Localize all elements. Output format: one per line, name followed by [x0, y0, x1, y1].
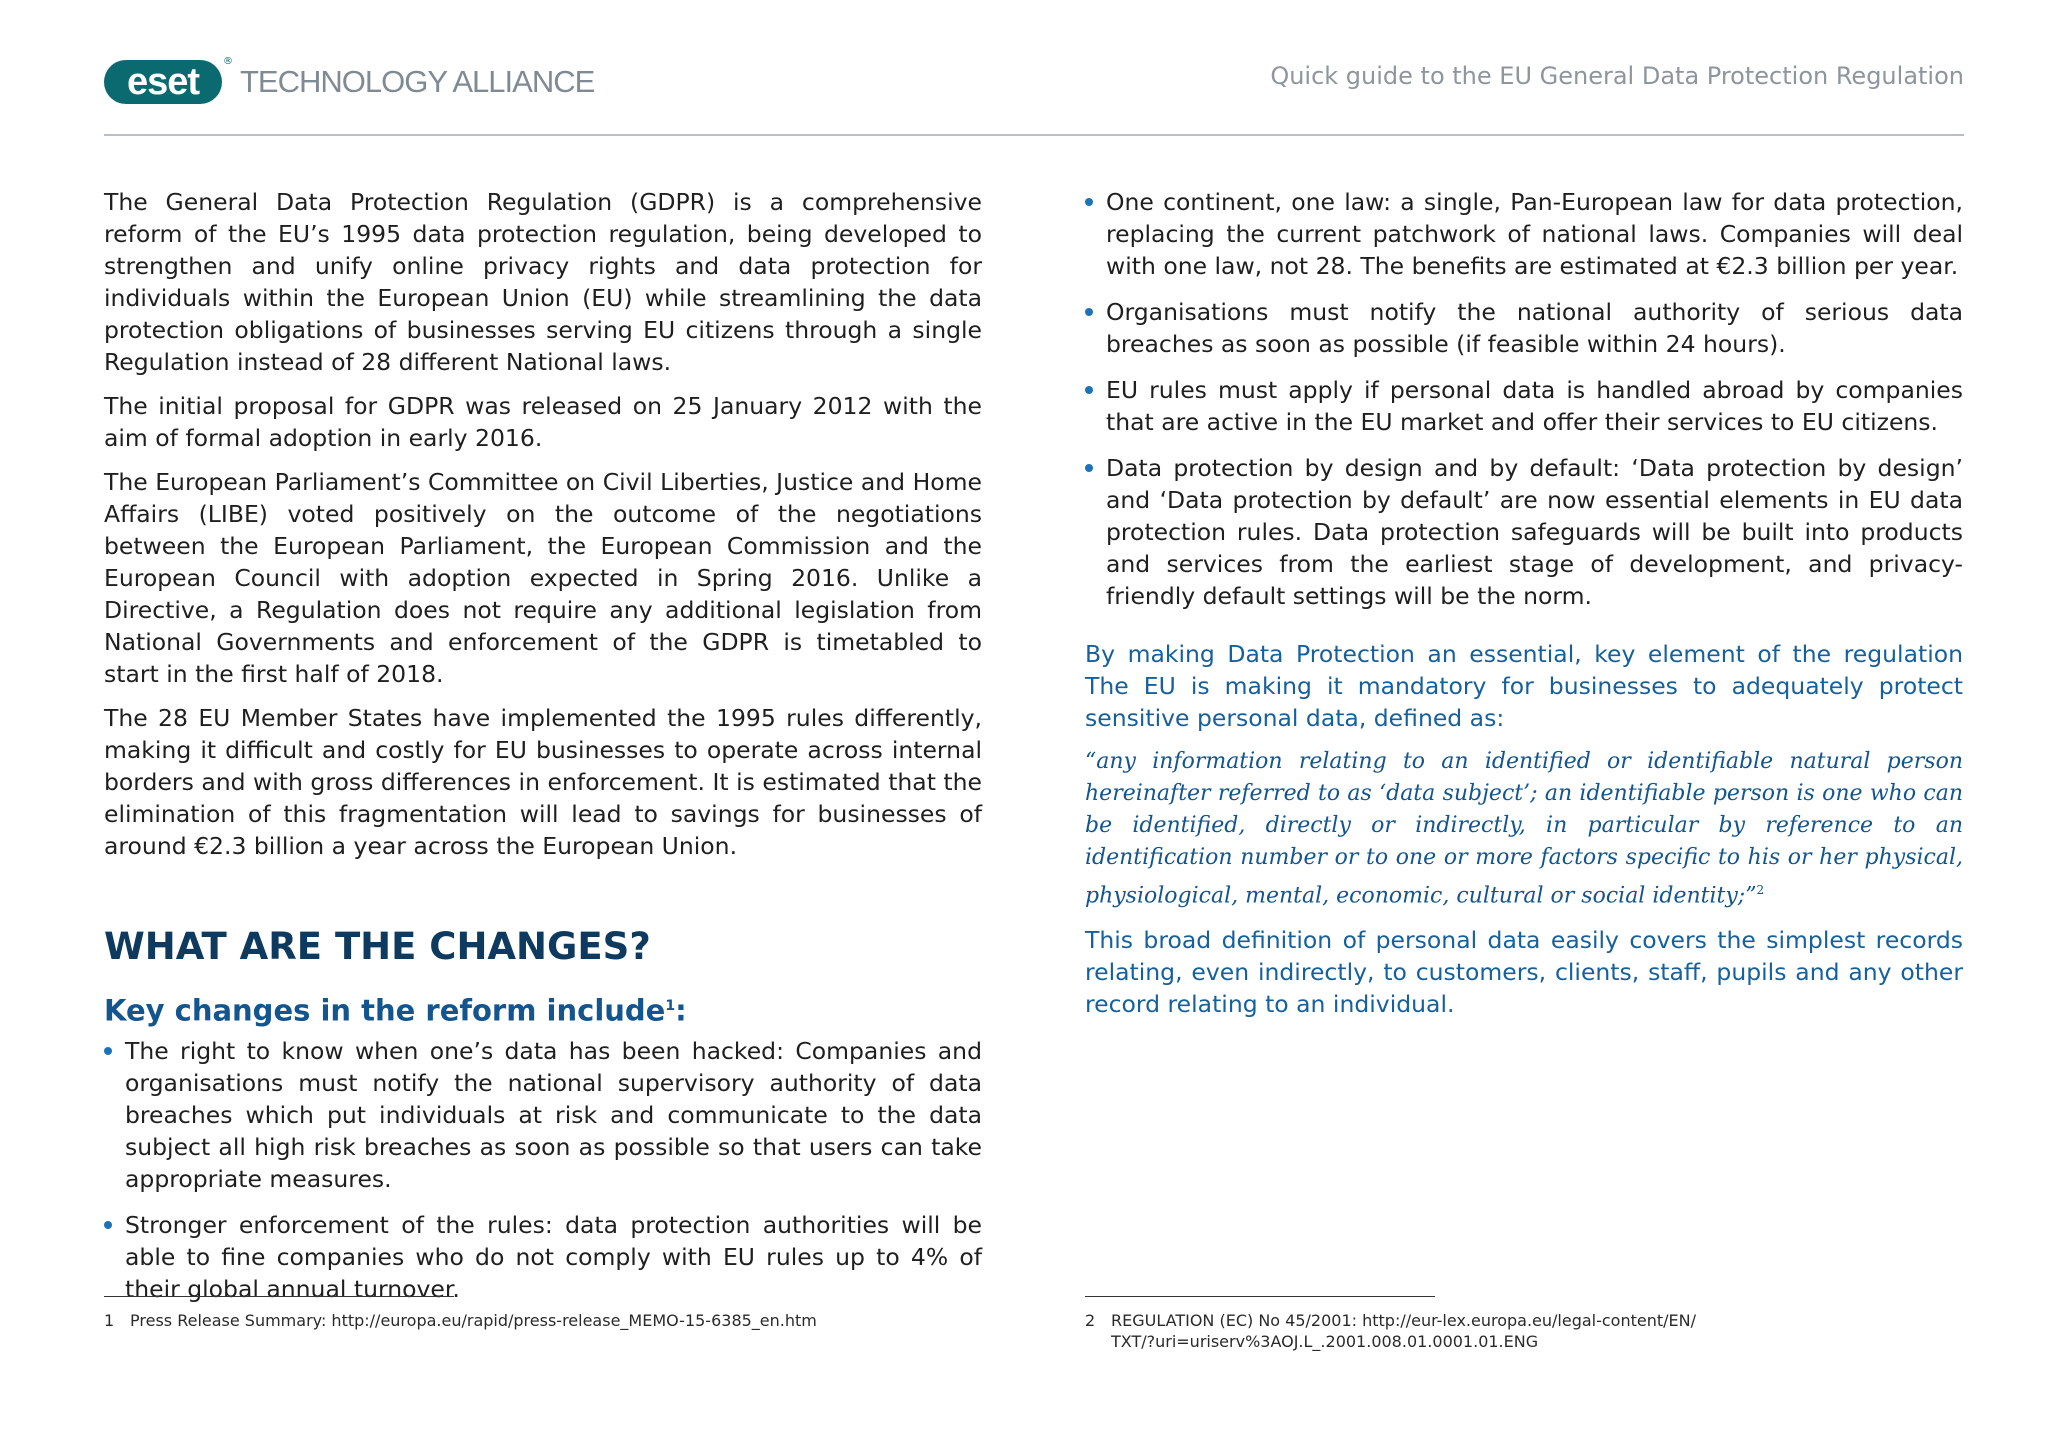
key-changes-text: Key changes in the reform include: [104, 993, 666, 1028]
footnote-ref-2: 2: [1756, 883, 1765, 897]
footnote-1: [104, 1310, 817, 1331]
footnote-number: 1: [104, 1311, 115, 1330]
footnote-text-continued: TXT/?uri=uriserv%3AOJ.L_.2001.008.01.0001.01.ENG: [1111, 1332, 1539, 1351]
list-item: [104, 1209, 982, 1305]
registered-mark: ®: [223, 56, 233, 67]
list-item: [1085, 296, 1963, 360]
footnote-divider-left: [104, 1296, 454, 1297]
technology-alliance-label: TECHNOLOGY ALLIANCE: [240, 64, 595, 99]
definition-intro: By making Data Protection an essential, key element of the regulation The EU is making it mandatory for businesses to adequately protect sensitive personal data, defined as:: [1085, 640, 1963, 732]
footnote-2: [1085, 1310, 1696, 1352]
footnote-ref-1: 1: [665, 998, 676, 1014]
bullet-icon: [104, 1047, 112, 1055]
list-item: [1085, 452, 1963, 612]
member-states-paragraph: The 28 EU Member States have implemented the 1995 rules differently, making it difficult and costly for EU businesses to operate across internal borders and with gross differences in enforcement. It is estimated that the elimination of this fragmentation will lead to savings for businesses of around €2.3 billion a year across the European Union.: [104, 704, 982, 860]
key-changes-list: [104, 1035, 982, 1305]
list-item: [104, 1035, 982, 1195]
proposal-paragraph: The initial proposal for GDPR was released on 25 January 2012 with the aim of formal adoption in early 2016.: [104, 392, 982, 452]
footnote-text: Press Release Summary: http://europa.eu/rapid/press-release_MEMO-15-6385_en.htm: [130, 1311, 817, 1330]
bullet-icon: [1085, 198, 1093, 206]
bullet-icon: [104, 1221, 112, 1229]
header-divider: [104, 134, 1964, 136]
bullet-icon: [1085, 464, 1093, 472]
left-column: [104, 186, 982, 1319]
libe-paragraph: The European Parliament’s Committee on Civil Liberties, Justice and Home Affairs (LIBE) voted positively on the outcome of the negotiations between the European Parliament, the European Commission and the European Council with adoption expected in Spring 2016. Unlike a Directive, a Regulation does not require any additional legislation from National Governments and enforcement of the GDPR is timetabled to start in the first half of 2018.: [104, 468, 982, 688]
list-item-text: One continent, one law: a single, Pan-European law for data protection, replacing the current patchwork of national laws. Companies will deal with one law, not 28. The benefits are estimated at €2.3 billion per year.: [1106, 188, 1963, 280]
key-changes-subheading: [104, 986, 982, 1031]
eset-logo: eset: [104, 60, 222, 104]
list-item-text: The right to know when one’s data has been hacked: Companies and organisations must notify the national supervisory authority of data breaches which put individuals at risk and communicate to the data subject all high risk breaches as soon as possible so that users can take appropriate measures.: [125, 1036, 982, 1193]
intro-paragraph: The General Data Protection Regulation (GDPR) is a comprehensive reform of the EU’s 1995 data protection regulation, being developed to strengthen and unify online privacy rights and data protection for individuals within the European Union (EU) while streamlining the data protection obligations of businesses serving EU citizens through a single Regulation instead of 28 different National laws.: [104, 188, 982, 376]
footnote-text: REGULATION (EC) No 45/2001: http://eur-lex.europa.eu/legal-content/EN/: [1111, 1311, 1696, 1330]
list-item-text: Data protection by design and by default: ‘Data protection by design’ and ‘Data protection by default’ are now essential elements in EU data protection rules. Data protection safeguards will be built into products and services from the earliest stage of development, and privacy-friendly default settings will be the norm.: [1106, 454, 1963, 610]
list-item: [1085, 374, 1963, 438]
right-column: [1085, 186, 1963, 1032]
reform-points-list: [1085, 186, 1963, 612]
definition-quote: [1085, 746, 1963, 912]
document-title: Quick guide to the EU General Data Protection Regulation: [1270, 62, 1964, 90]
footnote-number: 2: [1085, 1311, 1096, 1330]
bullet-icon: [1085, 386, 1093, 394]
definition-quote-text: “any information relating to an identified or identifiable natural person hereinafter referred to as ‘data subject’; an identifiable person is one who can be identified, directly or indirectly, in particular by reference to an identification number or to one or more factors specific to his or her physical, physiological, mental, economic, cultural or social identity;”: [1085, 749, 1963, 909]
list-item-text: Stronger enforcement of the rules: data protection authorities will be able to fine companies who do not comply with EU rules up to 4% of their global annual turnover.: [125, 1210, 982, 1303]
bullet-icon: [1085, 308, 1093, 316]
list-item-text: EU rules must apply if personal data is handled abroad by companies that are active in the EU market and offer their services to EU citizens.: [1106, 376, 1963, 436]
key-changes-colon: :: [675, 993, 687, 1028]
list-item: [1085, 186, 1963, 282]
footnote-divider-right: [1085, 1296, 1435, 1297]
page-header: [104, 56, 1964, 136]
changes-heading: WHAT ARE THE CHANGES?: [104, 925, 651, 968]
list-item-text: Organisations must notify the national authority of serious data breaches as soon as possible (if feasible within 24 hours).: [1106, 298, 1963, 358]
closing-paragraph: This broad definition of personal data easily covers the simplest records relating, even indirectly, to customers, clients, staff, pupils and any other record relating to an individual.: [1085, 926, 1963, 1019]
